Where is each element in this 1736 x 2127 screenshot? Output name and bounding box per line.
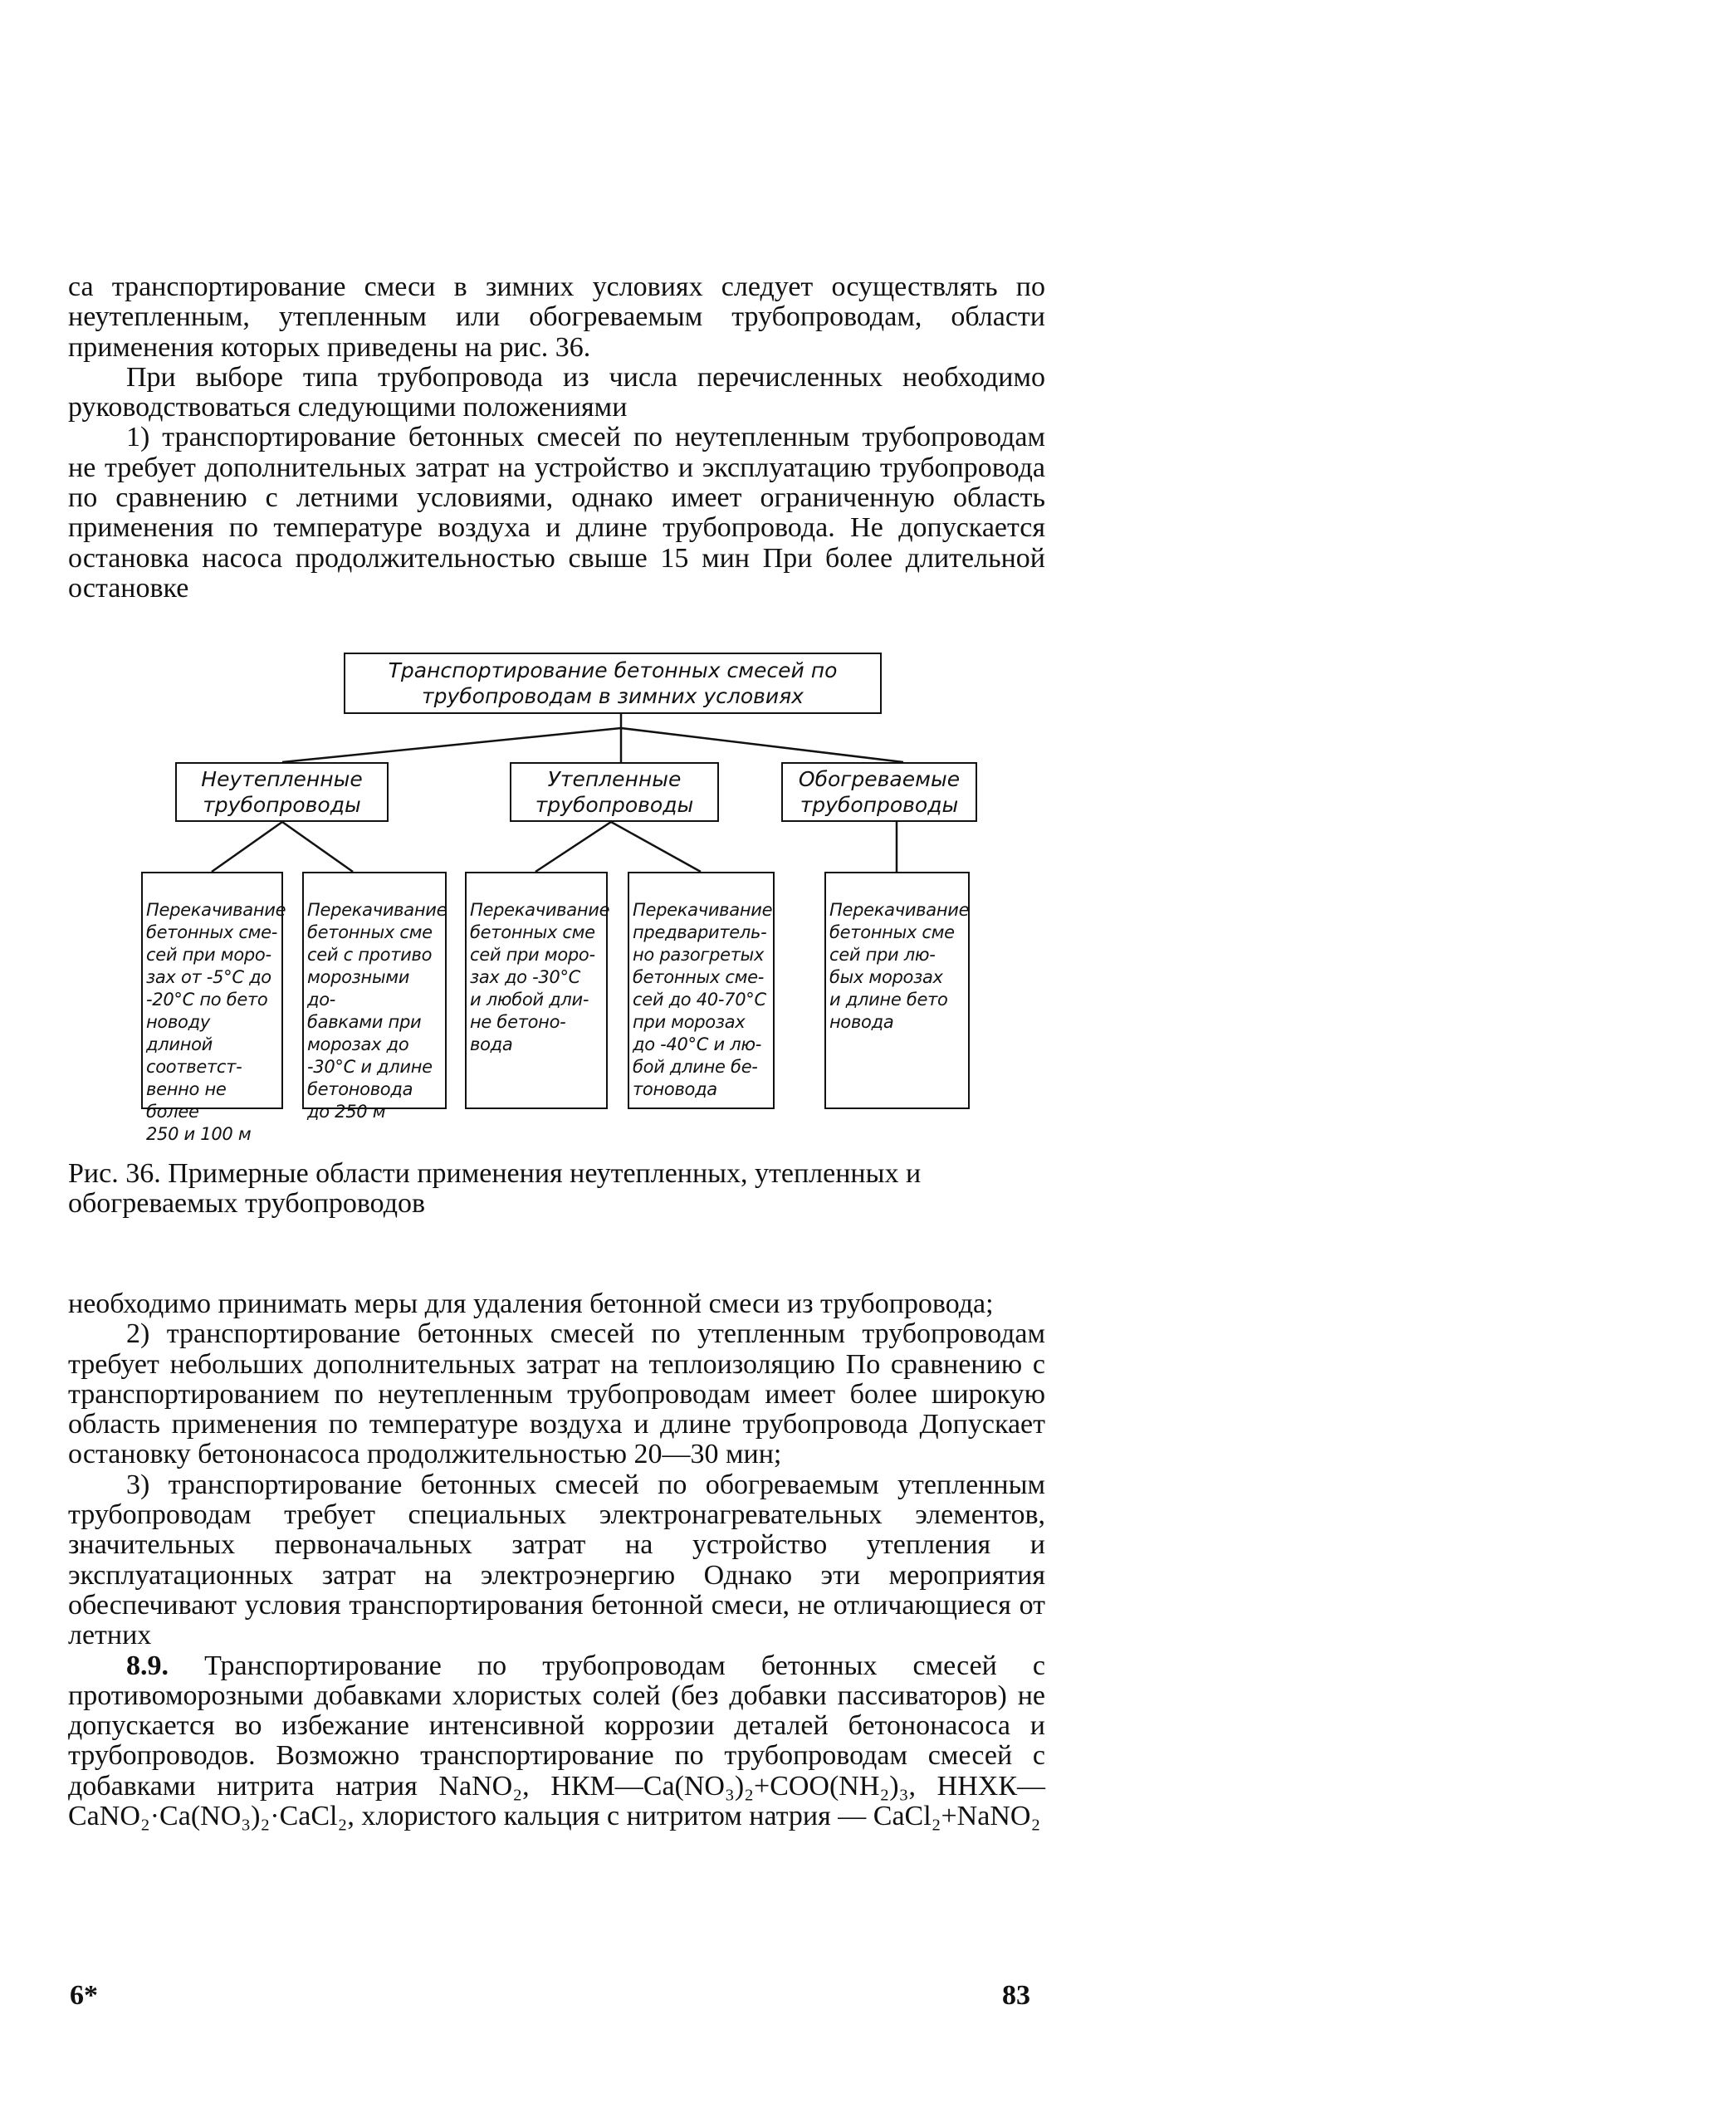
connector-root-left [282, 728, 621, 762]
leaf-box-5 [824, 872, 970, 1109]
category-label-uninsulated: Неутепленные трубопроводы [201, 767, 363, 817]
paragraph-item-2: 2) транспортирование бетонных смесей по утепленным трубопроводам требует небольших дополнительных затрат на теплоизоляцию По сравнению с транспортированием по неутепленным трубопроводам имеет более широкую область применения по температуре воздуха и длине трубопровода Допускает остановку бетононасоса продолжительностью 20—30 мин; [68, 1318, 1045, 1470]
category-box-insulated [510, 762, 719, 822]
leaf-label-3: Перекачивание бетонных сме сей при моро- зах до -30°С и любой дли- не бетоно- вода [470, 900, 610, 1054]
paragraph-guidance: При выборе типа трубопровода из числа перечисленных необходимо руководствоваться следующими положениями [68, 361, 1045, 423]
leaf-box-3 [465, 872, 608, 1109]
leaf-box-4 [628, 872, 775, 1109]
category-box-heated [781, 762, 977, 822]
connector-middle-a [535, 822, 611, 872]
connector-left-b [282, 822, 353, 872]
formula-nkm: НКМ—Ca(NO₃)₂+COO(NH₂)₃, [550, 1770, 916, 1802]
paragraph-continuation-2: необходимо принимать меры для удаления бетонной смеси из трубопровода; [68, 1288, 994, 1319]
paragraph-item-3: 3) транспортирование бетонных смесей по обогреваемым утепленным трубопроводам требует специальных электронагревательных элементов, значительных первоначальных затрат на устройство утепления и эксплуатационных затрат на электроэнергию Однако эти мероприятия обеспечивают условия транспортирования бетонной смеси, не отличающиеся от летних [68, 1469, 1045, 1651]
category-label-heated: Обогреваемые трубопроводы [798, 767, 961, 817]
leaf-label-4: Перекачивание предваритель- но разогретых бетонных сме- сей до 40-70°С при морозах до -40°С и лю- бой длине бе- тоновода [633, 900, 773, 1099]
leaf-label-1: Перекачивание бетонных сме- сей при моро- зах от -5°С до -20°С по бето новоду длиной соответст- венно не более 250 и 100 м [146, 900, 286, 1144]
section-text-chloride: хлористого кальция с нитритом натрия — [361, 1801, 867, 1832]
connector-left-a [212, 822, 282, 872]
category-box-uninsulated [175, 762, 389, 822]
signature-mark: 6* [70, 1980, 98, 2011]
formula-nnhk: ННХК—CaNO₂·Ca(NO₃)₂·CaCl₂, [68, 1770, 1046, 1832]
leaf-label-5: Перекачивание бетонных сме сей при лю- бых морозах и длине бето новода [829, 900, 970, 1032]
page-number: 83 [1002, 1980, 1030, 2011]
section-number: 8.9. [126, 1650, 169, 1681]
paragraph-section-8-9 [68, 1651, 1045, 1832]
leaf-label-2: Перекачивание бетонных сме сей с противо морозными до- бавками при морозах до -30°С и длине бетоновода до 250 м [307, 900, 447, 1122]
leaf-box-1 [141, 872, 286, 1144]
bottom-text-block [68, 1289, 1045, 1831]
root-label: Транспортирование бетонных смесей по трубопроводам в зимних условиях [388, 658, 838, 708]
formula-chloride: CaCl₂+NaNO₂ [873, 1801, 1041, 1832]
formula-nitrite: NaNO₂, [438, 1770, 530, 1802]
leaf-box-2 [302, 872, 447, 1122]
figure-caption [68, 1159, 1045, 1219]
connector-middle-b [611, 822, 701, 872]
caption-text: Рис. 36. Примерные области применения неутепленных, утепленных и обогреваемых трубопроводов [68, 1158, 922, 1219]
category-label-insulated: Утепленные трубопроводы [535, 767, 694, 817]
paragraph-continuation: са транспортирование смеси в зимних условиях следует осуществлять по неутепленным, утепленным или обогреваемым трубопроводам, области применения которых приведены на рис. 36. [68, 271, 1045, 363]
connector-root-right [621, 728, 903, 762]
root-box [344, 653, 882, 714]
paragraph-item-1: 1) транспортирование бетонных смесей по неутепленным трубопроводам не требует дополнительных затрат на устройство и эксплуатацию трубопровода по сравнению с летними условиями, однако имеет ограниченную область применения по температуре воздуха и длине трубопровода. Не допускается остановка насоса продолжительностью свыше 15 мин При более длительной остановке [68, 422, 1045, 604]
section-text: Транспортирование по трубопроводам бетонных смесей с противоморозными добавками хлористых солей (без добавки пассиваторов) не допускается во избежание интенсивной коррозии деталей бетононасоса и трубопроводов. Возможно транспортирование по трубопроводам смесей с добавками нитрита натрия [68, 1650, 1046, 1802]
